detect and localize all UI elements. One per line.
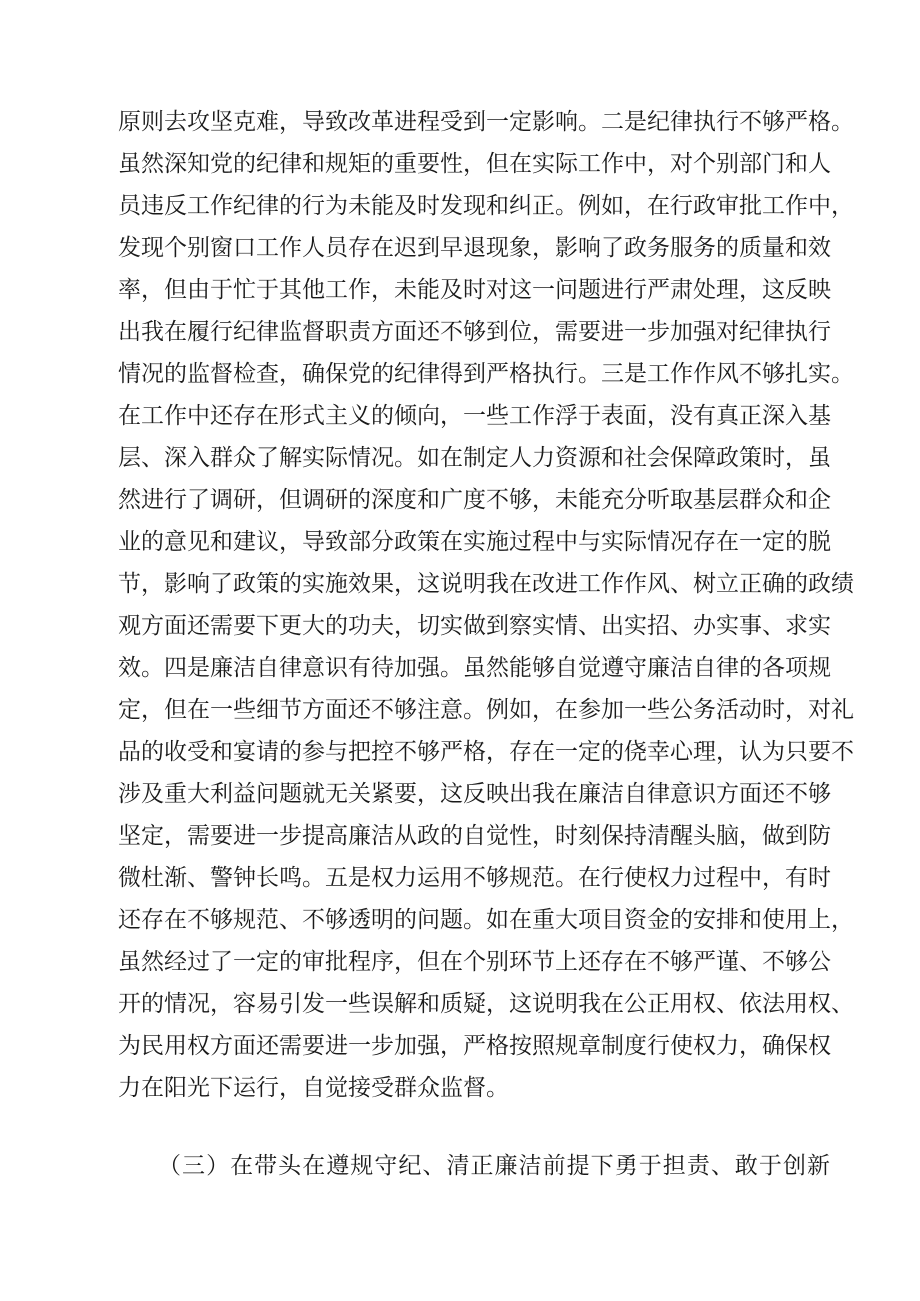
paragraph-line: 员违反工作纪律的行为未能及时发现和纠正。例如，在行政审批工作中， <box>118 193 854 219</box>
paragraph-line: 还存在不够规范、不够透明的问题。如在重大项目资金的安排和使用上， <box>118 907 854 933</box>
body-paragraph <box>118 101 854 1109</box>
paragraph-line: 业的意见和建议，导致部分政策在实施过程中与实际情况存在一定的脱 <box>118 529 831 555</box>
paragraph-line: 涉及重大利益问题就无关紧要，这反映出我在廉洁自律意识方面还不够 <box>118 781 831 807</box>
paragraph-line: 在工作中还存在形式主义的倾向，一些工作浮于表面，没有真正深入基 <box>118 403 831 429</box>
paragraph-line: 出我在履行纪律监督职责方面还不够到位，需要进一步加强对纪律执行 <box>118 319 831 345</box>
paragraph-line: 层、深入群众了解实际情况。如在制定人力资源和社会保障政策时，虽 <box>118 445 831 471</box>
paragraph-line: 品的收受和宴请的参与把控不够严格，存在一定的侥幸心理，认为只要不 <box>118 739 854 765</box>
paragraph-line: 发现个别窗口工作人员存在迟到早退现象，影响了政务服务的质量和效 <box>118 235 831 261</box>
paragraph-line: 原则去攻坚克难，导致改革进程受到一定影响。二是纪律执行不够严格。 <box>118 109 854 135</box>
paragraph-line: 节，影响了政策的实施效果，这说明我在改进工作作风、树立正确的政绩 <box>118 571 854 597</box>
paragraph-line: 为民用权方面还需要进一步加强，严格按照规章制度行使权力，确保权 <box>118 1033 831 1059</box>
paragraph-line: 微杜渐、警钟长鸣。五是权力运用不够规范。在行使权力过程中，有时 <box>118 865 831 891</box>
paragraph-line: 坚定，需要进一步提高廉洁从政的自觉性，时刻保持清醒头脑，做到防 <box>118 823 831 849</box>
paragraph-line: 情况的监督检查，确保党的纪律得到严格执行。三是工作作风不够扎实。 <box>118 361 854 387</box>
section-heading: （三）在带头在遵规守纪、清正廉洁前提下勇于担责、敢于创新 <box>158 1153 830 1179</box>
paragraph-line: 开的情况，容易引发一些误解和质疑，这说明我在公正用权、依法用权、 <box>118 991 854 1017</box>
paragraph-line: 定，但在一些细节方面还不够注意。例如，在参加一些公务活动时，对礼 <box>118 697 854 723</box>
paragraph-line: 然进行了调研，但调研的深度和广度不够，未能充分听取基层群众和企 <box>118 487 831 513</box>
paragraph-line: 效。四是廉洁自律意识有待加强。虽然能够自觉遵守廉洁自律的各项规 <box>118 655 831 681</box>
paragraph-line: 力在阳光下运行，自觉接受群众监督。 <box>118 1075 509 1101</box>
paragraph-line: 虽然深知党的纪律和规矩的重要性，但在实际工作中，对个别部门和人 <box>118 151 831 177</box>
paragraph-line: 率，但由于忙于其他工作，未能及时对这一问题进行严肃处理，这反映 <box>118 277 831 303</box>
paragraph-line: 观方面还需要下更大的功夫，切实做到察实情、出实招、办实事、求实 <box>118 613 831 639</box>
paragraph-line: 虽然经过了一定的审批程序，但在个别环节上还存在不够严谨、不够公 <box>118 949 831 975</box>
